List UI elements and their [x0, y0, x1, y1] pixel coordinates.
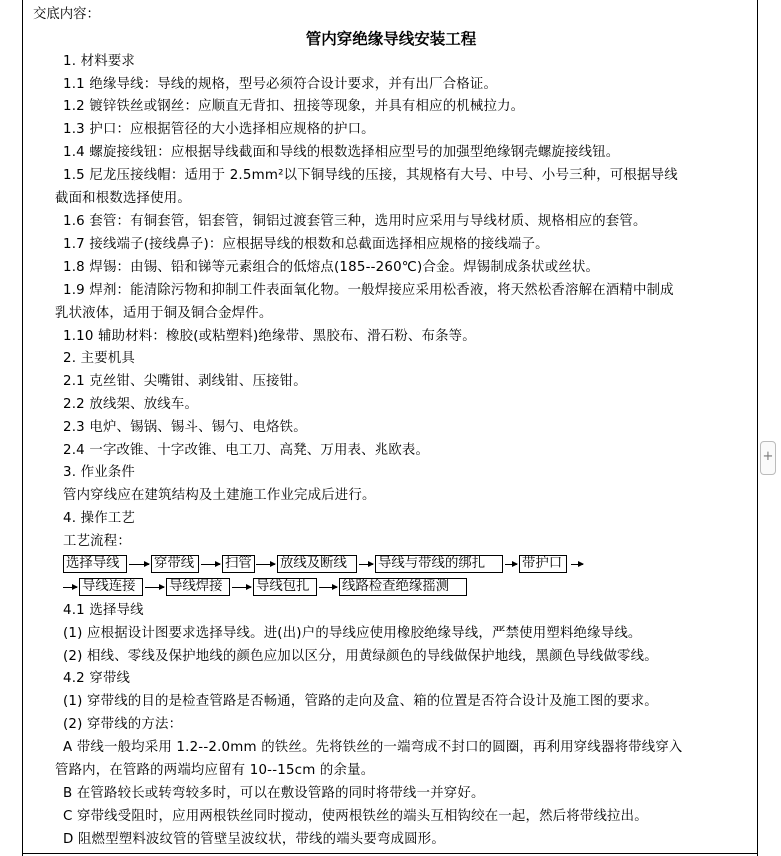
text-line: 2.2 放线架、放线车。 — [63, 397, 199, 412]
text-line: 2. 主要机具 — [63, 351, 135, 366]
expand-handle-button[interactable] — [760, 441, 776, 475]
flow-step: 导线连接 — [79, 578, 143, 596]
text-line: (1) 穿带线的目的是检查管路是否畅通，管路的走向及盒、箱的位置是否符合设计及施工图的要求。 — [63, 694, 658, 709]
text-line: 1.9 焊剂：能清除污物和抑制工件表面氧化物。一般焊接应采用松香液，将天然松香溶解在酒精中制成 — [63, 283, 674, 298]
flow-step: 穿带线 — [151, 555, 199, 573]
text-line: 1.3 护口：应根据管径的大小选择相应规格的护口。 — [63, 122, 375, 137]
flow-arrow-icon — [359, 564, 373, 565]
flow-step: 导线焊接 — [166, 578, 230, 596]
plus-icon: + — [762, 449, 774, 464]
text-line: 2.1 克丝钳、尖嘴钳、剥线钳、压接钳。 — [63, 374, 307, 389]
page-bottom-border — [22, 853, 758, 854]
document-title: 管内穿绝缘导线安装工程 — [305, 29, 477, 48]
text-line: 4. 操作工艺 — [63, 511, 135, 526]
flow-step: 导线与带线的绑扎 — [375, 555, 503, 573]
text-line: (2) 穿带线的方法： — [63, 717, 183, 732]
flow-step: 带护口 — [519, 555, 567, 573]
text-line: 管内穿线应在建筑结构及土建施工作业完成后进行。 — [63, 488, 376, 503]
flow-step: 导线包扎 — [253, 578, 317, 596]
text-line: (2) 相线、零线及保护地线的颜色应加以区分，用黄绿颜色的导线做保护地线，黑颜色导线做零线。 — [63, 649, 658, 664]
text-line: D 阻燃型塑料波纹管的管壁呈波纹状，带线的端头要弯成圆形。 — [63, 832, 445, 847]
flow-arrow-icon — [145, 587, 164, 588]
text-line: 1.10 辅助材料：橡胶(或粘塑料)绝缘带、黑胶布、滑石粉、布条等。 — [63, 329, 476, 344]
text-line: 管路内，在管路的两端均应留有 10--15cm 的余量。 — [55, 763, 375, 778]
text-line: 4.1 选择导线 — [63, 603, 144, 618]
flow-step: 线路检查绝缘摇测 — [339, 578, 467, 596]
text-line: 3. 作业条件 — [63, 465, 135, 480]
text-line: 1.6 套管：有铜套管，铝套管，铜铝过渡套管三种，选用时应采用与导线材质、规格相应的套管。 — [63, 214, 647, 229]
text-line: 1.4 螺旋接线钮：应根据导线截面和导线的根数选择相应型号的加强型绝缘钢壳螺旋接线钮。 — [63, 145, 620, 160]
flow-arrow-icon — [201, 564, 220, 565]
text-line: 工艺流程： — [63, 534, 131, 549]
text-line: C 穿带线受阻时，应用两根铁丝同时搅动，使两根铁丝的端头互相钩绞在一起，然后将带线拉出。 — [63, 809, 648, 824]
flow-arrow-icon — [571, 564, 583, 565]
text-line: 乳状液体，适用于铜及铜合金焊件。 — [55, 306, 273, 321]
flow-arrow-icon — [256, 564, 275, 565]
text-line: 4.2 穿带线 — [63, 671, 131, 686]
text-line: 1.8 焊锡：由锡、铅和锑等元素组合的低熔点(185--260℃)合金。焊锡制成条状或丝状。 — [63, 260, 600, 275]
flow-arrow-icon — [63, 587, 77, 588]
text-line: (1) 应根据设计图要求选择导线。进(出)户的导线应使用橡胶绝缘导线，严禁使用塑料绝缘导线。 — [63, 626, 642, 641]
flow-arrow-icon — [129, 564, 149, 565]
text-line: A 带线一般均采用 1.2--2.0mm 的铁丝。先将铁丝的一端弯成不封口的圆圈，再利用穿线器将带线穿入 — [63, 740, 683, 755]
text-line: 截面和根数选择使用。 — [55, 191, 191, 206]
text-line: 1.5 尼龙压接线帽：适用于 2.5mm²以下铜导线的压接，其规格有大号、中号、小号三种，可根据导线 — [63, 168, 678, 183]
flow-arrow-icon — [319, 587, 337, 588]
flow-step: 放线及断线 — [277, 555, 357, 573]
text-line: B 在管路较长或转弯较多时，可以在敷设管路的同时将带线一并穿好。 — [63, 786, 485, 801]
text-line: 1.1 绝缘导线：导线的规格，型号必须符合设计要求，并有出厂合格证。 — [63, 77, 498, 92]
text-line: 1.2 镀锌铁丝或钢丝：应顺直无背扣、扭接等现象，并具有相应的机械拉力。 — [63, 99, 525, 114]
document-page — [22, 0, 758, 856]
flow-step: 扫管 — [222, 555, 255, 573]
text-line: 1.7 接线端子(接线鼻子)：应根据导线的根数和总截面选择相应规格的接线端子。 — [63, 237, 549, 252]
text-line: 2.4 一字改锥、十字改锥、电工刀、高凳、万用表、兆欧表。 — [63, 443, 430, 458]
text-line: 2.3 电炉、锡锅、锡斗、锡勺、电烙铁。 — [63, 420, 307, 435]
header-label: 交底内容： — [33, 7, 100, 22]
flow-arrow-icon — [505, 564, 517, 565]
flow-arrow-icon — [232, 587, 251, 588]
flow-step: 选择导线 — [63, 555, 127, 573]
text-line: 1. 材料要求 — [63, 54, 135, 69]
